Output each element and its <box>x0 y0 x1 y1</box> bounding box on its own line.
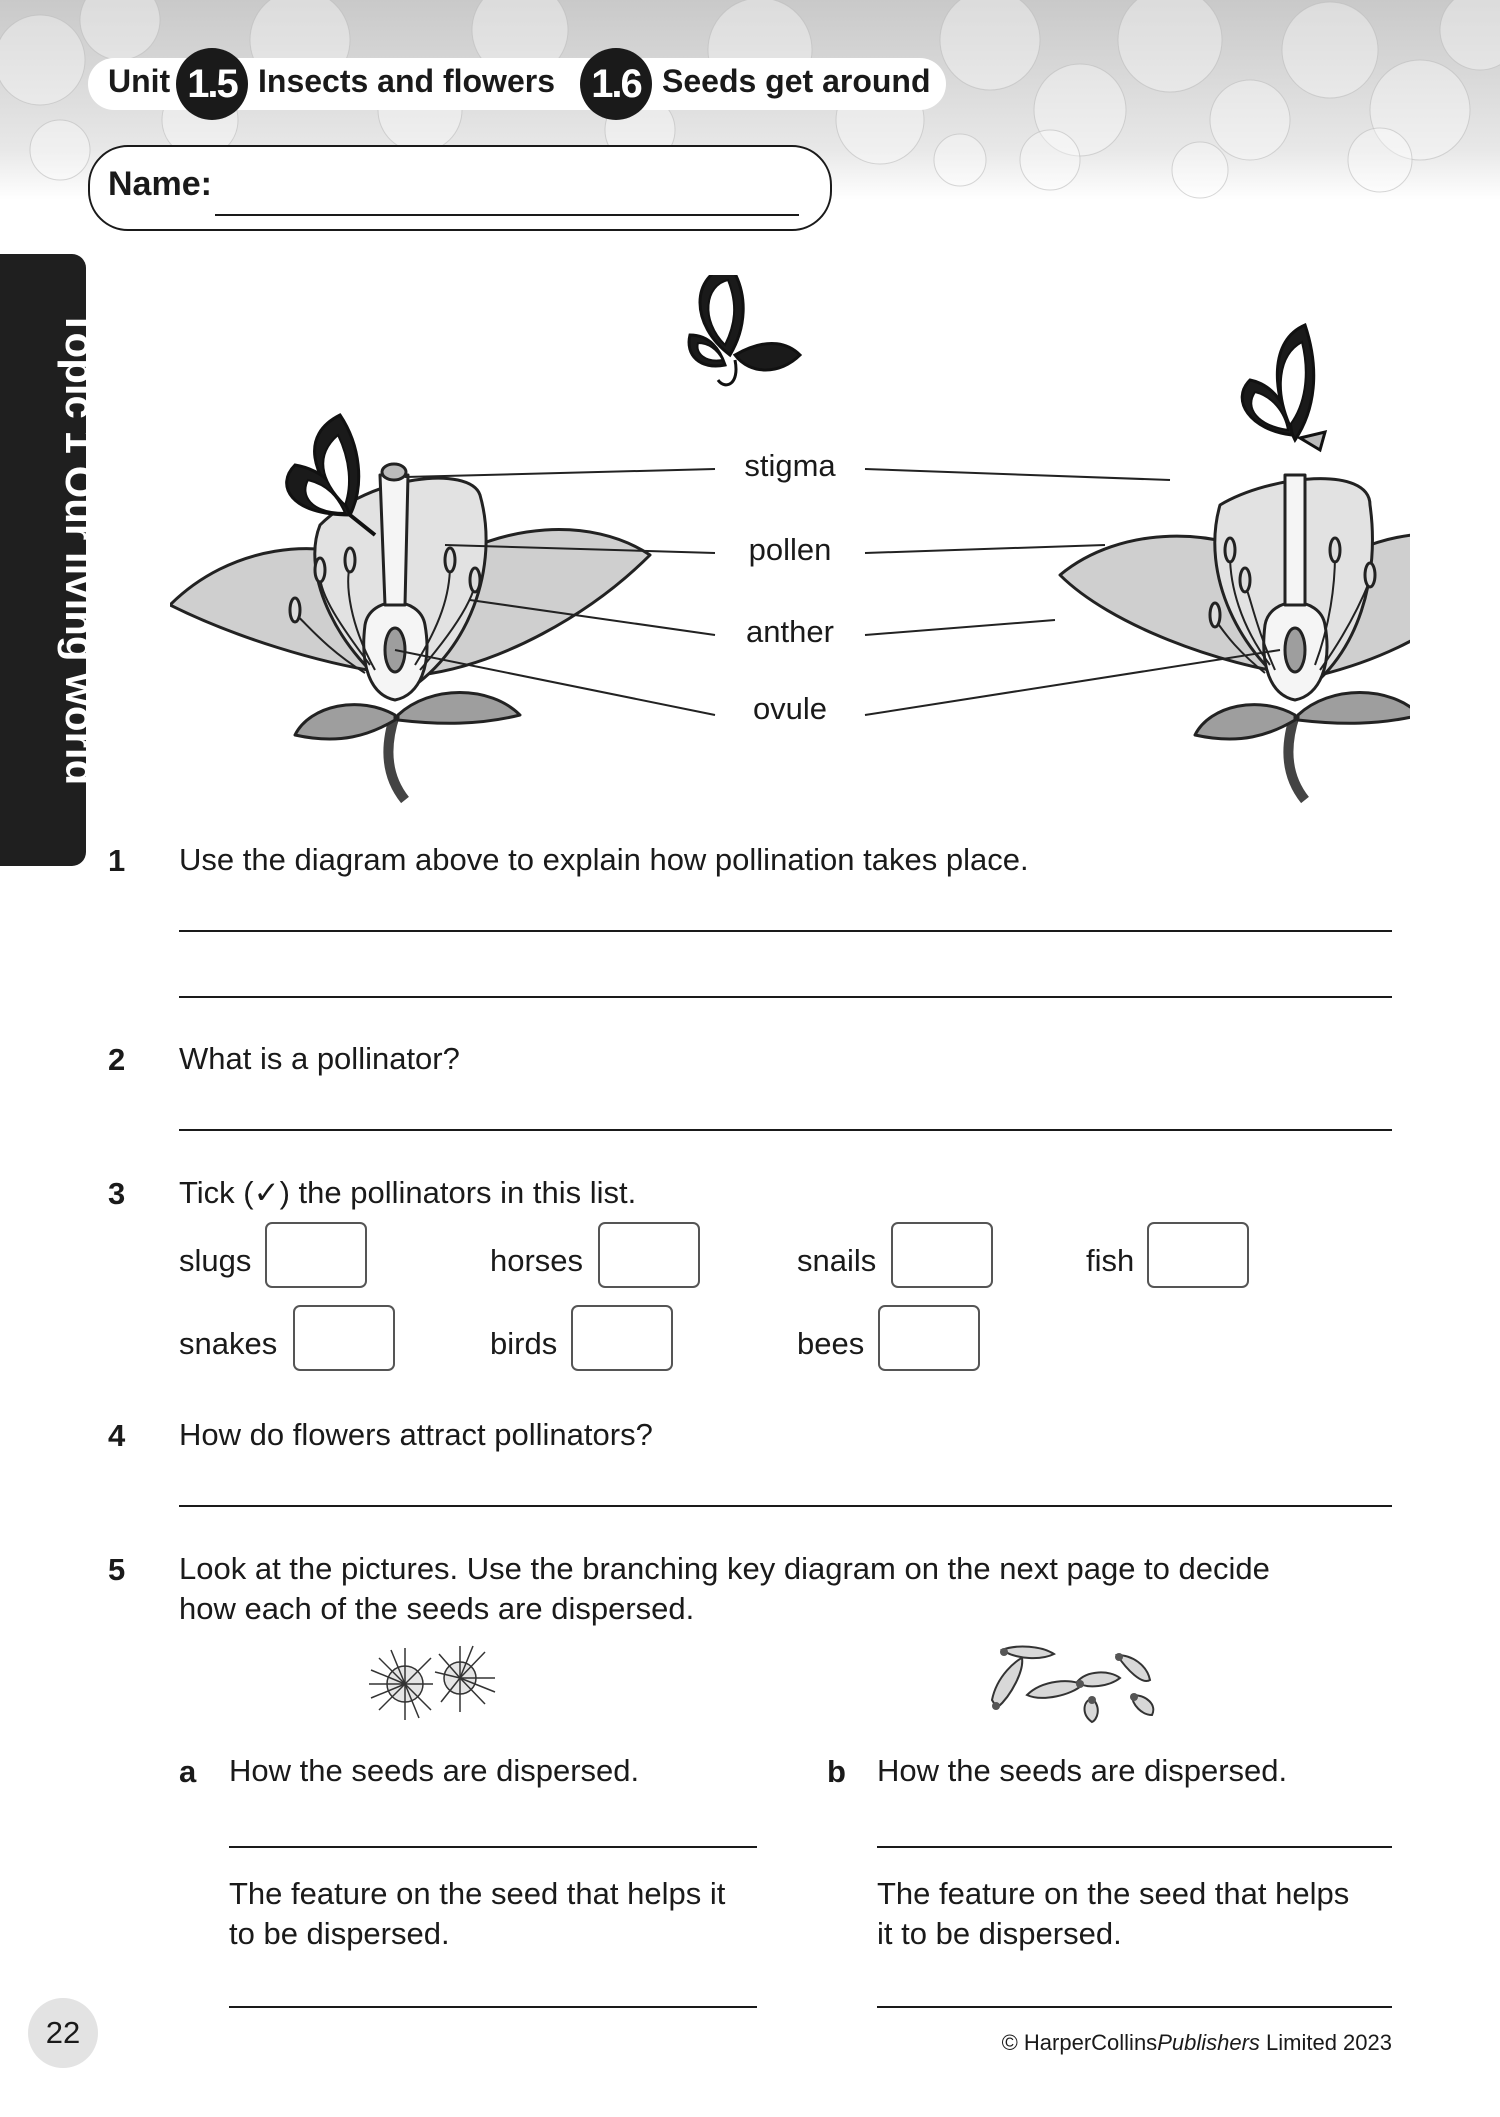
unit-number-badge: 1.5 <box>176 48 248 120</box>
tick-box-snails[interactable] <box>891 1222 993 1288</box>
tick-box-fish[interactable] <box>1147 1222 1249 1288</box>
left-flower-illustration <box>170 464 650 800</box>
part-a-feature-line2: to be dispersed. <box>229 1916 450 1951</box>
option-label-bees: bees <box>797 1326 865 1361</box>
part-b-feature-line2: it to be dispersed. <box>877 1916 1122 1951</box>
option-label-fish: fish <box>1086 1243 1135 1278</box>
part-letter: a <box>179 1754 197 1789</box>
answer-line[interactable] <box>179 996 1392 998</box>
question-number: 5 <box>108 1552 126 1587</box>
tick-box-birds[interactable] <box>571 1305 673 1371</box>
tick-box-slugs[interactable] <box>265 1222 367 1288</box>
option-label-snakes: snakes <box>179 1326 278 1361</box>
answer-line[interactable] <box>179 1129 1392 1131</box>
option-label-birds: birds <box>490 1326 558 1361</box>
right-flower-illustration <box>1060 475 1410 800</box>
question-5-text-line2: how each of the seeds are dispersed. <box>179 1591 695 1626</box>
question-number: 3 <box>108 1176 126 1211</box>
answer-line[interactable] <box>179 1505 1392 1507</box>
unit-title: Seeds get around <box>662 63 931 99</box>
tick-box-snakes[interactable] <box>293 1305 395 1371</box>
name-input-line[interactable] <box>215 214 799 216</box>
topic-side-tab-label: Topic 1 Our living world <box>57 310 104 786</box>
question-5-text-line1: Look at the pictures. Use the branching key diagram on the next page to decide <box>179 1551 1270 1586</box>
part-letter: b <box>827 1754 846 1789</box>
diagram-label-pollen: pollen <box>748 532 832 567</box>
answer-line[interactable] <box>179 930 1392 932</box>
butterfly-icon <box>689 275 800 385</box>
option-label-snails: snails <box>797 1243 877 1278</box>
question-number: 4 <box>108 1418 126 1453</box>
winged-seeds-icon <box>982 1640 1167 1725</box>
part-a-feature-line1: The feature on the seed that helps it <box>229 1876 726 1911</box>
question-4-text: How do flowers attract pollinators? <box>179 1417 653 1452</box>
answer-line[interactable] <box>229 2006 757 2008</box>
part-b-feature-line1: The feature on the seed that helps <box>877 1876 1350 1911</box>
diagram-label-stigma: stigma <box>744 448 836 483</box>
page-number: 22 <box>28 1998 98 2068</box>
tick-box-bees[interactable] <box>878 1305 980 1371</box>
question-1-text: Use the diagram above to explain how pollination takes place. <box>179 842 1029 877</box>
answer-line[interactable] <box>229 1846 757 1848</box>
tick-box-horses[interactable] <box>598 1222 700 1288</box>
unit-word: Unit <box>108 63 171 99</box>
burr-seeds-icon <box>365 1642 500 1722</box>
copyright-notice: © HarperCollinsPublishers Limited 2023 <box>1001 2030 1392 2055</box>
question-3-text: Tick (✓) the pollinators in this list. <box>179 1175 637 1210</box>
unit-title: Insects and flowers <box>258 63 555 99</box>
option-label-slugs: slugs <box>179 1243 252 1278</box>
diagram-label-ovule: ovule <box>752 691 828 726</box>
unit-number-badge: 1.6 <box>580 48 652 120</box>
butterfly-icon <box>1242 325 1325 450</box>
option-label-horses: horses <box>490 1243 584 1278</box>
question-number: 1 <box>108 843 126 878</box>
answer-line[interactable] <box>877 1846 1392 1848</box>
question-number: 2 <box>108 1042 126 1077</box>
part-a-prompt: How the seeds are dispersed. <box>229 1753 640 1788</box>
question-2-text: What is a pollinator? <box>179 1041 460 1076</box>
diagram-label-anther: anther <box>746 614 834 649</box>
part-b-prompt: How the seeds are dispersed. <box>877 1753 1288 1788</box>
name-label: Name: <box>108 165 212 203</box>
answer-line[interactable] <box>877 2006 1392 2008</box>
